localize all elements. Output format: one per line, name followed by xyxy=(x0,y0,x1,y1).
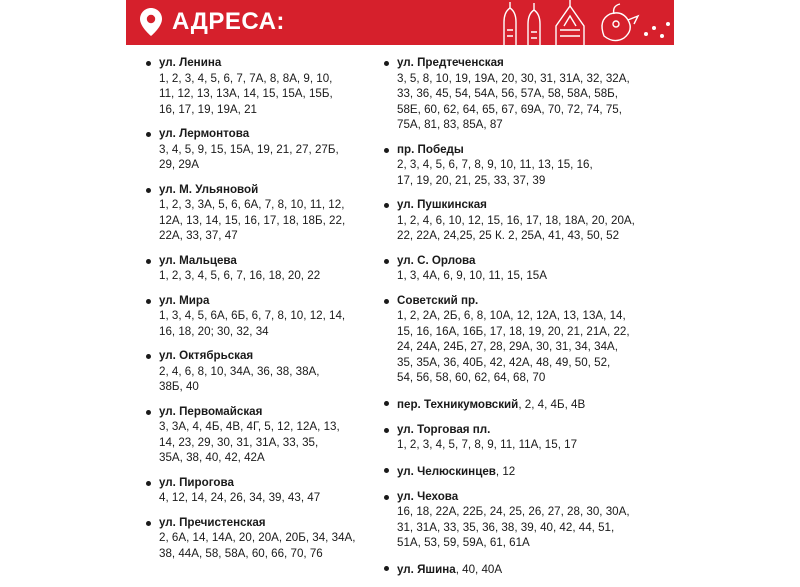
house-numbers: 3, 5, 8, 10, 19, 19А, 20, 30, 31, 31А, 32, 32А, xyxy=(397,71,630,85)
house-numbers: 75А, 81, 83, 85А, 87 xyxy=(397,118,503,131)
address-entry xyxy=(384,55,654,133)
bullet-icon xyxy=(384,428,389,433)
address-entry xyxy=(384,197,654,244)
street-name: ул. Лермонтова xyxy=(159,127,250,140)
bullet-icon xyxy=(384,259,389,264)
bullet-icon xyxy=(384,495,389,500)
house-numbers: 12А, 13, 14, 15, 16, 17, 18, 18Б, 22, xyxy=(159,213,346,227)
address-entry xyxy=(384,489,654,551)
street-name: ул. Мира xyxy=(159,293,210,307)
street-name: Советский пр. xyxy=(397,293,479,307)
street-name: ул. Яшина xyxy=(397,562,456,576)
bullet-icon xyxy=(146,521,151,526)
street-name: ул. Мальцева xyxy=(159,253,237,267)
address-entry xyxy=(146,475,376,506)
address-entry xyxy=(384,395,654,413)
address-entry xyxy=(146,348,376,395)
street-name: ул. Чехова xyxy=(397,489,459,503)
bullet-icon xyxy=(146,188,151,193)
folk-ornament-icon xyxy=(494,0,674,45)
address-entry xyxy=(146,182,376,244)
house-numbers: 14, 23, 29, 30, 31, 31А, 33, 35, xyxy=(159,435,319,449)
house-numbers: 54, 56, 58, 60, 62, 64, 68, 70 xyxy=(397,371,546,384)
house-numbers: 1, 2, 4, 6, 10, 12, 15, 16, 17, 18, 18А, 20, 20А, xyxy=(397,213,635,227)
bullet-icon xyxy=(384,566,389,571)
street-name: ул. Пречистенская xyxy=(159,515,266,529)
address-entry xyxy=(146,253,376,284)
bullet-icon xyxy=(146,299,151,304)
bullet-icon xyxy=(146,61,151,66)
page-title: АДРЕСА: xyxy=(172,8,285,35)
house-numbers: 11, 12, 13, 13А, 14, 15, 15А, 15Б, xyxy=(159,87,333,100)
location-pin-icon xyxy=(140,8,162,36)
house-numbers: 51А, 53, 59, 59А, 61, 61А xyxy=(397,536,530,549)
street-name: ул. С. Орлова xyxy=(397,253,476,267)
house-numbers: 1, 2, 3, 4, 5, 7, 8, 9, 11, 11А, 15, 17 xyxy=(397,438,578,451)
house-numbers: 29, 29А xyxy=(159,158,199,171)
address-entry xyxy=(384,560,654,578)
street-name: ул. Торговая пл. xyxy=(397,422,491,436)
house-numbers: , 12 xyxy=(495,464,516,478)
bullet-icon xyxy=(384,61,389,66)
house-numbers: 38Б, 40 xyxy=(159,380,199,393)
house-numbers: 31, 31А, 33, 35, 36, 38, 39, 40, 42, 44, 51, xyxy=(397,520,615,534)
house-numbers: 16, 18, 22А, 22Б, 24, 25, 26, 27, 28, 30, 30А, xyxy=(397,505,630,518)
house-numbers: 2, 3, 4, 5, 6, 7, 8, 9, 10, 11, 13, 15, 16, xyxy=(397,158,593,171)
house-numbers: 1, 2, 3, 4, 5, 6, 7, 7А, 8, 8А, 9, 10, xyxy=(159,71,333,85)
house-numbers: 35, 35А, 36, 40Б, 42, 42А, 48, 49, 50, 52, xyxy=(397,355,611,369)
house-numbers: 4, 12, 14, 24, 26, 34, 39, 43, 47 xyxy=(159,491,321,504)
house-numbers: 22, 22А, 24,25, 25 К. 2, 25А, 41, 43, 50, 52 xyxy=(397,229,620,242)
address-entry xyxy=(146,515,376,562)
house-numbers: 24, 24А, 24Б, 27, 28, 29А, 30, 31, 34, 34А, xyxy=(397,340,618,353)
street-name: ул. Челюскинцев xyxy=(397,464,496,478)
street-name: пр. Победы xyxy=(397,142,464,156)
house-numbers: 33, 36, 45, 54, 54А, 56, 57А, 58, 58А, 58Б, xyxy=(397,87,618,100)
bullet-icon xyxy=(384,299,389,304)
address-entry xyxy=(384,293,654,386)
address-entry xyxy=(384,142,654,189)
house-numbers: 1, 2, 3, 3А, 5, 6, 6А, 7, 8, 10, 11, 12, xyxy=(159,198,345,211)
street-name: ул. Ленина xyxy=(159,56,222,69)
house-numbers: 22А, 33, 37, 47 xyxy=(159,229,238,242)
address-list-left xyxy=(146,55,376,570)
header-banner xyxy=(126,0,674,45)
bullet-icon xyxy=(146,410,151,415)
address-entry xyxy=(146,293,376,340)
street-name: ул. Предтеченская xyxy=(397,56,504,69)
bullet-icon xyxy=(146,132,151,137)
house-numbers: 2, 4, 6, 8, 10, 34А, 36, 38, 38А, xyxy=(159,364,320,378)
house-numbers: 58Е, 60, 62, 64, 65, 67, 69А, 70, 72, 74, 75, xyxy=(397,102,622,116)
house-numbers: 16, 18, 20; 30, 32, 34 xyxy=(159,324,269,338)
street-name: ул. Пушкинская xyxy=(397,198,487,211)
bullet-icon xyxy=(146,354,151,359)
address-entry xyxy=(384,462,654,480)
address-entry xyxy=(384,422,654,453)
address-entry xyxy=(146,126,376,173)
bullet-icon xyxy=(146,481,151,486)
house-numbers: 3, 4, 5, 9, 15, 15А, 19, 21, 27, 27Б, xyxy=(159,142,339,156)
house-numbers: 3, 3А, 4, 4Б, 4В, 4Г, 5, 12, 12А, 13, xyxy=(159,420,340,433)
house-numbers: , 2, 4, 4Б, 4В xyxy=(518,397,586,411)
street-name: ул. Октябрьская xyxy=(159,349,254,362)
bullet-icon xyxy=(384,148,389,153)
house-numbers: 35А, 38, 40, 42, 42А xyxy=(159,451,265,464)
bullet-icon xyxy=(384,203,389,208)
house-numbers: 16, 17, 19, 19А, 21 xyxy=(159,102,257,116)
address-entry xyxy=(384,253,654,284)
address-list-right xyxy=(384,55,654,587)
bullet-icon xyxy=(384,468,389,473)
house-numbers: 1, 2, 2А, 2Б, 6, 8, 10А, 12, 12А, 13, 13А, 14, xyxy=(397,309,626,322)
house-numbers: 1, 3, 4, 5, 6А, 6Б, 6, 7, 8, 10, 12, 14, xyxy=(159,309,346,322)
street-name: ул. Первомайская xyxy=(159,404,263,418)
street-name: ул. Пирогова xyxy=(159,475,234,489)
house-numbers: 2, 6А, 14, 14А, 20, 20А, 20Б, 34, 34А, xyxy=(159,531,356,544)
house-numbers: 1, 2, 3, 4, 5, 6, 7, 16, 18, 20, 22 xyxy=(159,269,321,282)
bullet-icon xyxy=(146,259,151,264)
street-name: пер. Техникумовский xyxy=(397,397,519,411)
address-entry xyxy=(146,404,376,466)
house-numbers: 1, 3, 4А, 6, 9, 10, 11, 15, 15А xyxy=(397,269,547,282)
house-numbers: , 40, 40А xyxy=(455,562,503,576)
address-entry xyxy=(146,55,376,117)
bullet-icon xyxy=(384,401,389,406)
street-name: ул. М. Ульяновой xyxy=(159,182,259,196)
house-numbers: 15, 16, 16А, 16Б, 17, 18, 19, 20, 21, 21А, 22, xyxy=(397,324,630,338)
house-numbers: 17, 19, 20, 21, 25, 33, 37, 39 xyxy=(397,173,546,187)
house-numbers: 38, 44А, 58, 58А, 60, 66, 70, 76 xyxy=(159,546,323,560)
